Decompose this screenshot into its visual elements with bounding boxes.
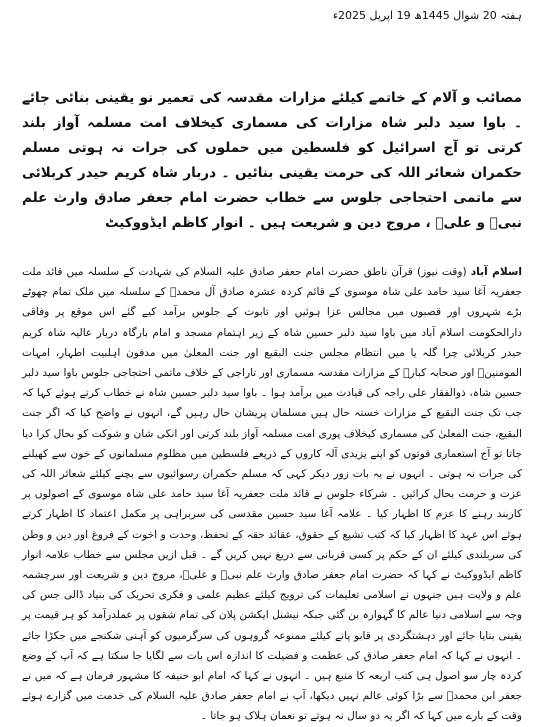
article-agency: (وقت نیوز)	[416, 266, 467, 278]
dateline: ہفتہ 20 شوال 1445ھ 19 اپریل 2025ء	[332, 9, 522, 22]
article-text: قرآن ناطق حضرت امام جعفر صادق علیہ السلام کی شہادت کے سلسلہ میں قائد ملت جعفریہ آغا سید حامد علی شاہ موسوی کے قائم کردہ عشرہ صادق آل محمدؐ کے سلسلہ میں ملک تمام چھوٹے بڑے شہروں اور قصبوں میں مجالس عزا ہوئیں اور تابوت کے جلوس برآمد کیے گئے اس موقع پر وفاقی دارالحکومت اسلام آباد میں باوا سید دلبر حسین شاہ کے زیر اہتمام مسجد و امام بارگاہ دربار عالیہ شاہ کریم حیدر کربلائی چرا گلہ یا میں انتظام مجلس جنت البقیع اور جنت المعلیٰ میں مدفون اہلبیت اطہار، امہات المومنینؓ اور صحابہ کبارؓ کے مزارات مقدسہ مسماری اور تاراجی کے خلاف ماتمی احتجاجی جلوس باوا سید دلبر حسین شاہ، ذوالفقار علی راجہ کی قیادت میں برآمد ہوا ۔ باوا سید دلبر حسین شاہ نے خطاب کرتے ہوئے کہا کہ جب تک جنت البقیع کے مزارات خستہ حال ہیں مسلمان پریشان حال رہیں گے، انہوں نے واضح کیا کہ اگر جنت البقیع، جنت المعلیٰ کی مسماری کیخلاف پوری امت مسلمہ آواز بلند کرتی اور انکی شان و شوکت کو بحال کرا دیا جاتا تو آج استعماری قوتوں کو اپنے یزیدی آلہ کاروں کے ذریعے فلسطین میں مظلوم مسلمانوں کے خون سے کھیلنے کی جرات نہ ہوتی ۔ انہوں نے یہ بات زور دیکر کہی کہ مسلم حکمران رسوائیوں سے بچنے کیلئے شعائر اللہ کی عزت و حرمت بحال کرائیں ۔ شرکاء جلوس نے قائد ملت جعفریہ آغا سید حامد علی شاہ موسوی کے اصولوں پر کاربند رہنے کا عزم کا اظہار کیا ۔ علامہ آغا سید حسین مقدسی کی سربراہی پر مکمل اعتماد کا اظہار کرتے ہوئے اس عہد کا اظہار کیا کہ کتب تشیع کے حقوق، عقائد حقہ کے تحفظ، وحدت و اخوت کے فروغ اور دین و وطن کی سربلندی کیلئے ان کے حکم پر کسی قربانی سے دریغ نہیں کریں گے ۔ قبل ازیں مجلس سے خطاب علامہ انوار کاظم ایڈووکیٹ نے کہا کہ حضرت امام جعفر صادق وارث علم نبیؐ و علیؑ، مروج دین و شریعت اور سرچشمہ علم و ولایت ہیں جنہوں نے اسلامی تعلیمات کی ترویج کیلئے عظیم علمی و فکری تحریک کی بنیاد ڈالی جس کی وجہ سے اسلامی دنیا عالم کا گہوارہ بن گئی جبکہ نیشنل ایکشن پلان کی تمام شقوں پر عملدرآمد کو ہر قیمت پر یقینی بنایا جائے اور دہشتگردی پر قابو پانے کیلئے ممنوعہ گروہوں کی سرگرمیوں کو آہنی شکنجے میں جکڑا جائے ۔ انہوں نے کہا کہ امام جعفر صادق کی عظمت و فضیلت کا اندازہ اس بات سے لگایا جا سکتا ہے کہ آپ کے وضع کردہ چار سو اصول ہی کتب اربعہ کا منبع ہیں ۔ انہوں نے کہا کہ امام ابو حنیفہ کا مشہور فرمان ہے کہ میں نے جعفر ابن محمدؑ سے بڑا کوئی عالم نہیں دیکھا، آپ نے امام جعفر صادق علیہ السلام کی خدمت میں گزارے ہوئے وقت کے بارے میں کہا کہ اگر یہ دو سال نہ ہوتے تو نعمان ہلاک ہو جاتا ۔	[22, 266, 522, 723]
headline: مصائب و آلام کے خاتمے کیلئے مزارات مقدسہ کی تعمیر نو یقینی بنائی جائے ۔ باوا سید دلبر شاہ مزارات کی مسماری کیخلاف امت مسلمہ آواز بلند کرتی تو آج اسرائیل کو فلسطین میں حملوں کی جرات نہ ہوتی مسلم حکمران شعائر اللہ کی حرمت یقینی بنائیں ۔ دربار شاہ کریم حیدر کربلائی سے ماتمی احتجاجی جلوس سے خطاب حضرت امام جعفر صادق وارث علم نبیؐ و علیؑ ، مروج دین و شریعت ہیں ۔ انوار کاظم ایڈووکیٹ	[22, 90, 522, 231]
article-location: اسلام آباد	[470, 266, 522, 278]
article-body	[22, 262, 522, 727]
